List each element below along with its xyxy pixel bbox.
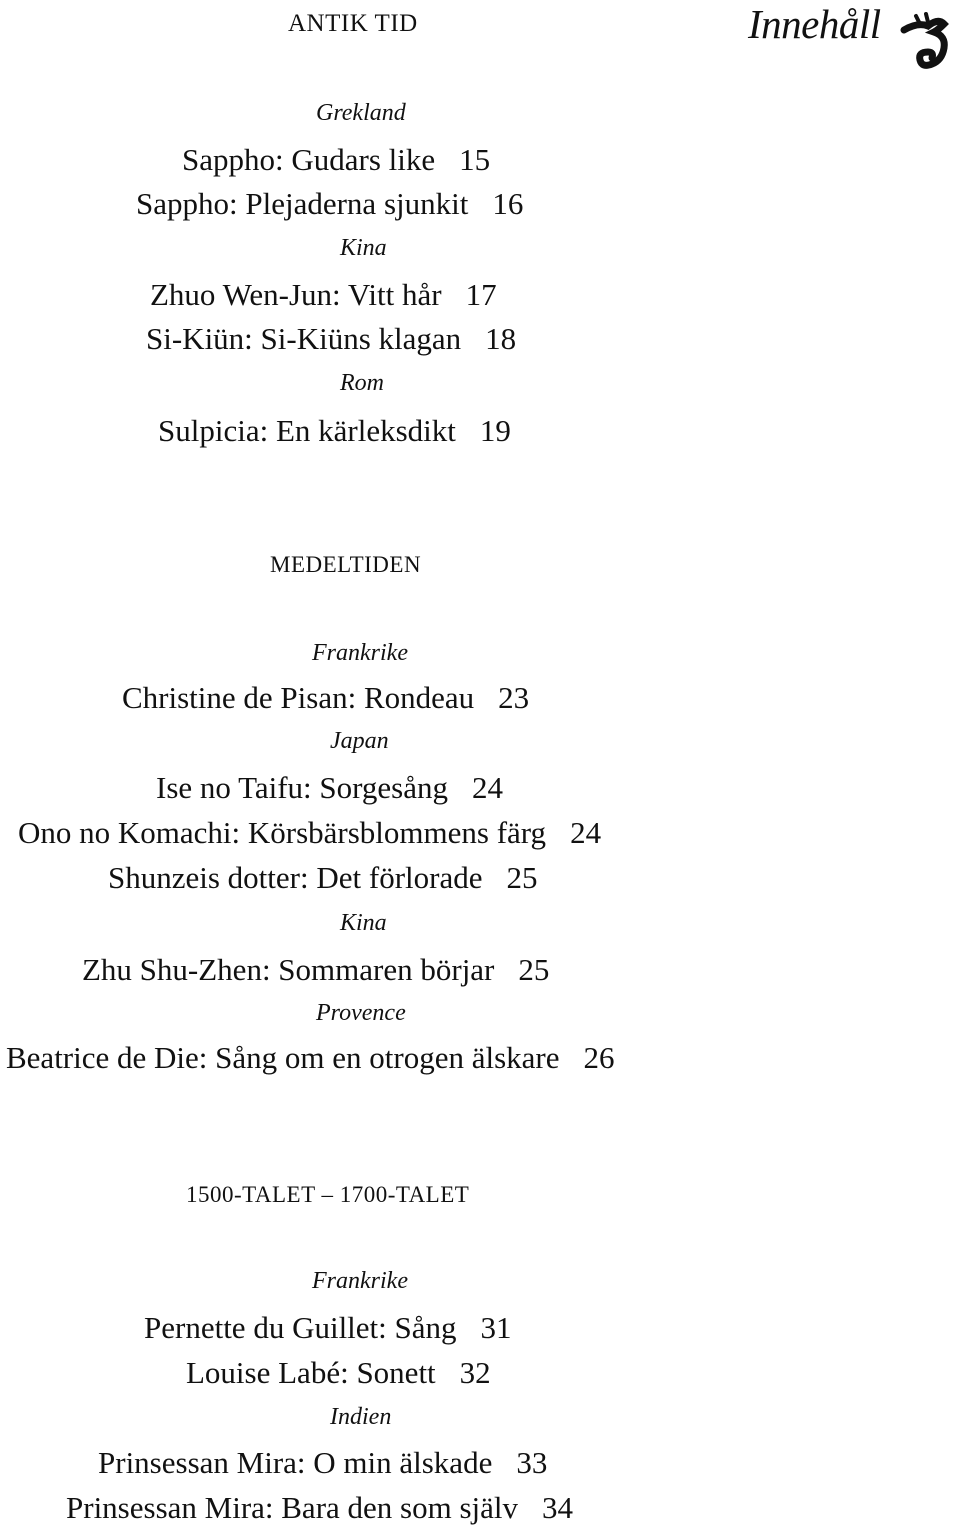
toc-entry[interactable] (98, 1445, 547, 1481)
entry-title: Beatrice de Die: Sång om en otrogen älskare (6, 1040, 560, 1075)
entry-title: Zhu Shu-Zhen: Sommaren börjar (82, 952, 495, 987)
entry-page-number: 32 (459, 1355, 491, 1390)
toc-entry[interactable] (6, 1040, 615, 1076)
entry-page-number: 23 (498, 680, 530, 715)
entry-page-number: 19 (479, 413, 511, 448)
toc-entry[interactable] (144, 1310, 512, 1346)
section-heading-1500-1700: 1500-TALET – 1700-TALET (186, 1182, 470, 1207)
toc-entry[interactable] (150, 277, 497, 313)
entry-page-number: 31 (480, 1310, 512, 1345)
entry-title: Sappho: Plejaderna sjunkit (136, 186, 469, 221)
entry-title: Si-Kiün: Si-Kiüns klagan (146, 321, 462, 356)
toc-entry[interactable] (108, 860, 537, 896)
entry-page-number: 18 (485, 321, 517, 356)
toc-entry[interactable] (18, 815, 601, 851)
entry-page-number: 25 (506, 860, 538, 895)
entry-title: Pernette du Guillet: Sång (144, 1310, 457, 1345)
country-heading-frankrike: Frankrike (312, 1268, 408, 1294)
entry-title: Ise no Taifu: Sorgesång (156, 770, 449, 805)
toc-entry[interactable] (146, 321, 516, 357)
entry-page-number: 15 (459, 142, 491, 177)
toc-entry[interactable] (136, 186, 523, 222)
country-heading-frankrike: Frankrike (312, 640, 408, 666)
country-heading-rom: Rom (340, 370, 384, 396)
country-heading-kina: Kina (340, 910, 387, 936)
entry-title: Sulpicia: En kärleksdikt (158, 413, 456, 448)
section-heading-medeltiden: MEDELTIDEN (270, 552, 422, 577)
entry-page-number: 24 (472, 770, 504, 805)
toc-entry[interactable] (82, 952, 549, 988)
entry-page-number: 34 (542, 1490, 574, 1525)
country-heading-kina: Kina (340, 235, 387, 261)
entry-page-number: 26 (583, 1040, 615, 1075)
country-heading-grekland: Grekland (316, 100, 406, 126)
entry-page-number: 16 (492, 186, 524, 221)
entry-title: Zhuo Wen-Jun: Vitt hår (150, 277, 442, 312)
entry-page-number: 33 (516, 1445, 548, 1480)
entry-title: Louise Labé: Sonett (186, 1355, 436, 1390)
entry-page-number: 24 (570, 815, 602, 850)
toc-entry[interactable] (156, 770, 503, 806)
entry-title: Prinsessan Mira: O min älskade (98, 1445, 493, 1480)
toc-entry[interactable] (158, 413, 511, 449)
page-title: Innehåll (748, 1, 881, 47)
toc-entry[interactable] (186, 1355, 491, 1391)
toc-entry[interactable] (182, 142, 490, 178)
toc-entry[interactable] (122, 680, 529, 716)
entry-page-number: 17 (465, 277, 497, 312)
seahorse-ornament-icon (898, 8, 958, 78)
entry-title: Christine de Pisan: Rondeau (122, 680, 475, 715)
toc-entry[interactable] (66, 1490, 573, 1526)
running-head: ANTIK TID (288, 10, 418, 37)
country-heading-indien: Indien (330, 1404, 392, 1430)
country-heading-provence: Provence (316, 1000, 406, 1026)
entry-title: Prinsessan Mira: Bara den som själv (66, 1490, 519, 1525)
entry-title: Sappho: Gudars like (182, 142, 436, 177)
entry-page-number: 25 (518, 952, 550, 987)
entry-title: Ono no Komachi: Körsbärsblommens färg (18, 815, 547, 850)
country-heading-japan: Japan (330, 728, 389, 754)
entry-title: Shunzeis dotter: Det förlorade (108, 860, 483, 895)
